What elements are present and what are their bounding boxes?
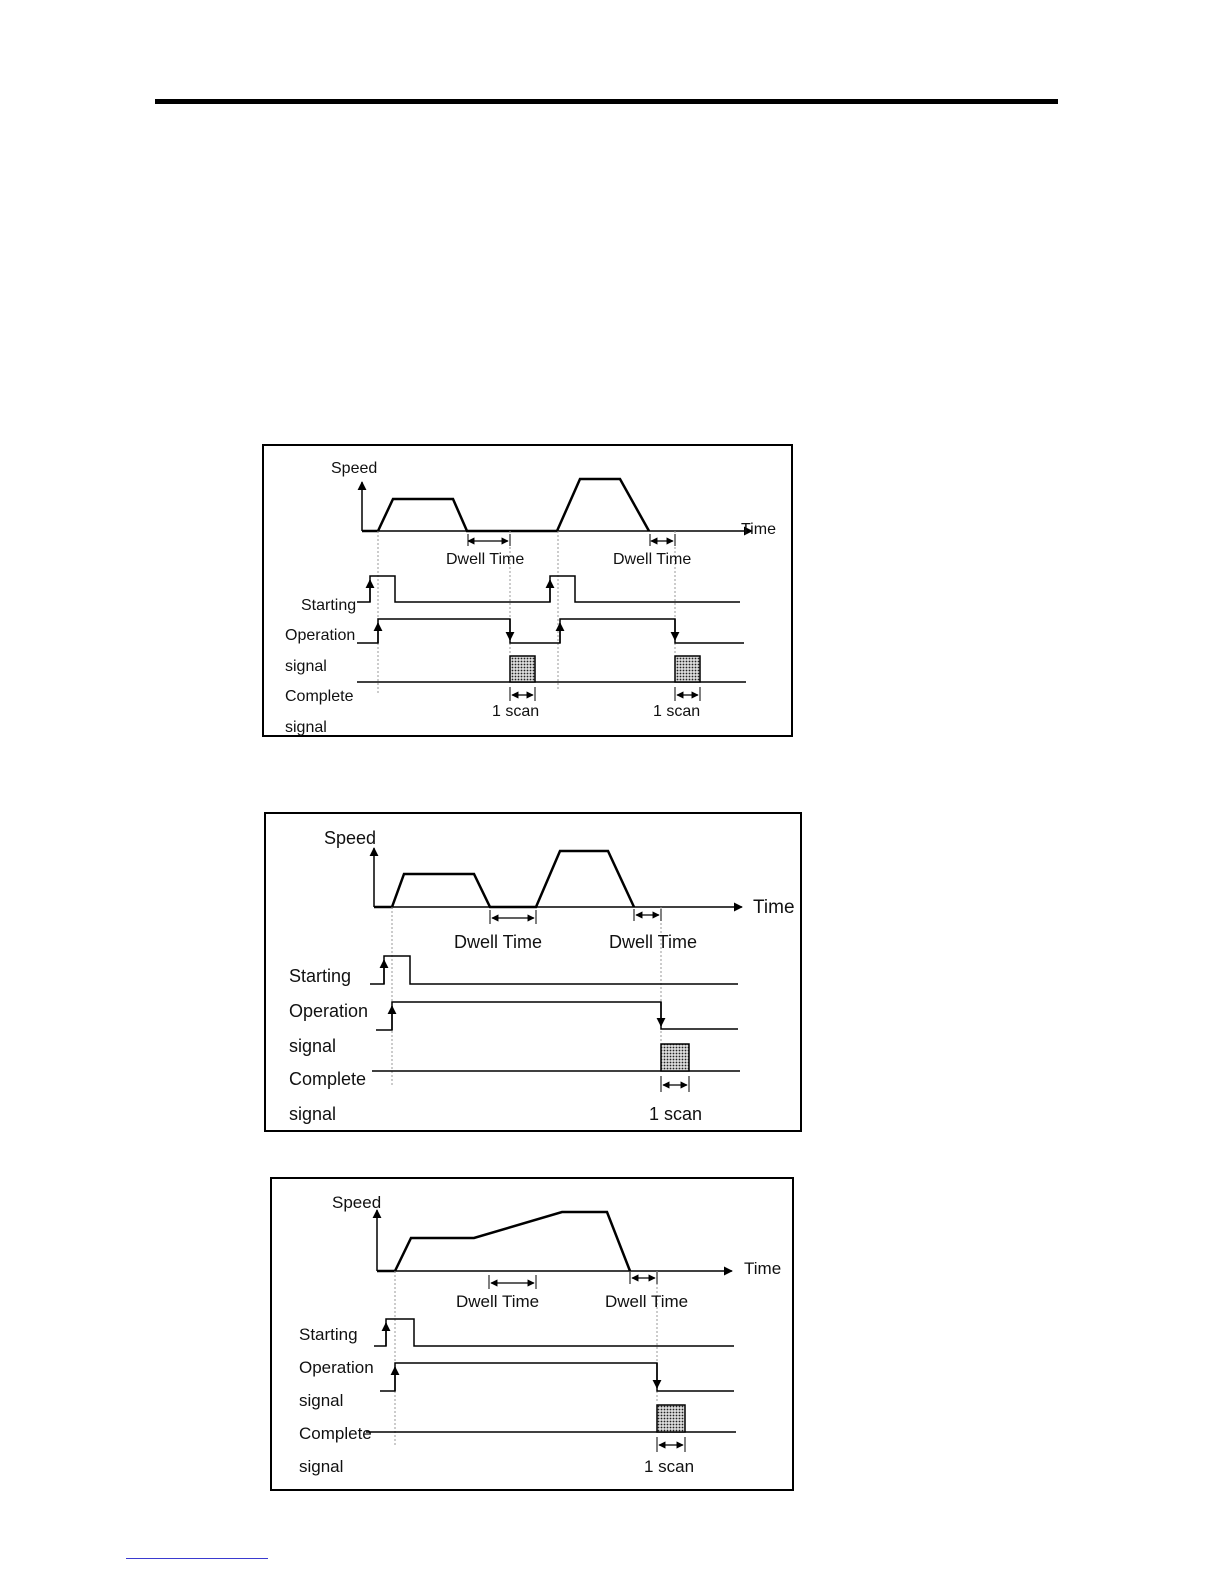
scan-label: 1 scan (649, 1104, 703, 1124)
scan-label: 1 scan (492, 703, 540, 720)
time-label: Time (741, 521, 776, 538)
time-label: Time (744, 1259, 782, 1278)
complete-label: Complete (289, 1069, 367, 1089)
dwell-time-label: Dwell Time (609, 932, 698, 952)
speed-label: Speed (331, 460, 378, 477)
starting-label: Starting (301, 597, 357, 614)
starting-label: Starting (289, 966, 352, 986)
operation-signal-label: signal (299, 1391, 344, 1410)
operation-label: Operation (299, 1358, 374, 1377)
complete-pulse (661, 1044, 689, 1071)
complete-pulse (657, 1405, 685, 1432)
operation-label: Operation (289, 1001, 369, 1021)
time-label: Time (753, 897, 795, 918)
speed-label: Speed (324, 828, 377, 848)
complete-label: Complete (285, 688, 354, 705)
scan-label: 1 scan (653, 703, 701, 720)
complete-pulse (510, 656, 535, 682)
speed-label: Speed (332, 1193, 382, 1212)
operation-signal-label: signal (289, 1036, 337, 1056)
complete-label: Complete (299, 1424, 372, 1443)
complete-signal-label: signal (285, 719, 327, 736)
timing-diagram-1 (262, 444, 794, 739)
dwell-time-label: Dwell Time (605, 1292, 689, 1311)
dwell-time-label: Dwell Time (456, 1292, 540, 1311)
scan-label: 1 scan (644, 1457, 695, 1476)
dwell-time-label: Dwell Time (613, 551, 692, 568)
operation-signal-label: signal (285, 658, 327, 675)
dwell-time-label: Dwell Time (454, 932, 543, 952)
complete-signal-label: signal (299, 1457, 344, 1476)
timing-diagram-2 (264, 812, 804, 1135)
operation-label: Operation (285, 627, 356, 644)
starting-label: Starting (299, 1325, 358, 1344)
dwell-time-label: Dwell Time (446, 551, 525, 568)
footer-link-underline[interactable] (126, 1558, 268, 1559)
timing-diagram-3 (270, 1177, 796, 1494)
complete-pulse (675, 656, 700, 682)
complete-signal-label: signal (289, 1104, 337, 1124)
header-rule (155, 99, 1058, 104)
